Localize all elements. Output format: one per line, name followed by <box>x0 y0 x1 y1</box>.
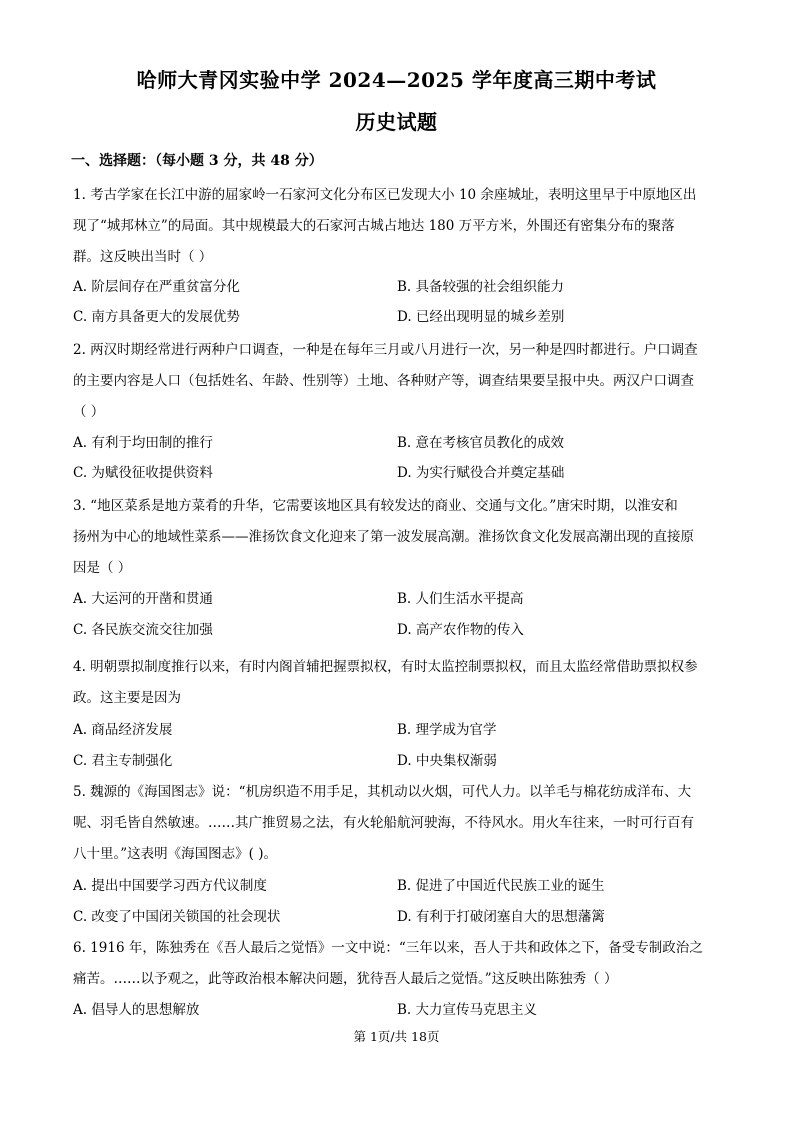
question-4-line-2: 政。这主要是因为 <box>73 690 181 706</box>
question-1-option-c: C. 南方具备更大的发展优势 <box>73 309 240 325</box>
question-2-option-a: A. 有利于均田制的推行 <box>73 435 213 451</box>
question-6-line-1: 6. 1916 年，陈独秀在《吾人最后之觉悟》一文中说：“三年以来，吾人于共和政体之下，备受专制政治之 <box>73 940 703 956</box>
section-heading: 一、选择题：（每小题 3 分，共 48 分） <box>71 153 323 169</box>
question-3-option-d: D. 高产农作物的传入 <box>397 622 524 638</box>
exam-title: 哈师大青冈实验中学 2024—2025 学年度高三期中考试 <box>136 68 657 92</box>
question-5-line-3: 八十里。”这表明《海国图志》( )。 <box>73 846 277 862</box>
question-5-option-b: B. 促进了中国近代民族工业的诞生 <box>397 878 605 894</box>
question-3-option-b: B. 人们生活水平提高 <box>397 591 524 607</box>
question-3-line-1: 3. “地区菜系是地方菜肴的升华，它需要该地区具有较发达的商业、交通与文化。”唐宋时期，以淮安和 <box>73 498 678 514</box>
question-3-option-a: A. 大运河的开凿和贯通 <box>73 591 213 607</box>
question-4-option-b: B. 理学成为官学 <box>397 722 497 738</box>
question-4-option-d: D. 中央集权渐弱 <box>397 753 497 769</box>
question-1-line-3: 群。这反映出当时（ ） <box>73 249 213 265</box>
question-2-line-3: （ ） <box>73 404 105 420</box>
question-1-option-d: D. 已经出现明显的城乡差别 <box>397 309 565 325</box>
question-6-line-2: 痛苦。……以予观之，此等政治根本解决问题，犹待吾人最后之觉悟。”这反映出陈独秀（ ） <box>73 971 618 987</box>
question-6-option-a: A. 倡导人的思想解放 <box>73 1002 200 1018</box>
question-2-line-1: 2. 两汉时期经常进行两种户口调查，一种是在每年三月或八月进行一次，另一种是四时都进行。户口调查 <box>73 342 698 358</box>
question-5-option-c: C. 改变了中国闭关锁国的社会现状 <box>73 909 281 925</box>
question-6-option-b: B. 大力宣传马克思主义 <box>397 1002 538 1018</box>
question-5-option-d: D. 有利于打破闭塞自大的思想藩篱 <box>397 909 605 925</box>
question-4-option-a: A. 商品经济发展 <box>73 722 173 738</box>
question-3-option-c: C. 各民族交流交往加强 <box>73 622 213 638</box>
exam-subtitle: 历史试题 <box>355 110 438 134</box>
question-2-option-d: D. 为实行赋役合并奠定基础 <box>397 465 565 481</box>
question-5-line-2: 呢、羽毛皆自然敏速。……其广推贸易之法，有火轮船航河驶海，不待风水。用火车往来，一时可行百有 <box>73 815 694 831</box>
question-4-line-1: 4. 明朝票拟制度推行以来，有时内阁首辅把握票拟权，有时太监控制票拟权，而且太监经常借助票拟权参 <box>73 659 698 675</box>
question-3-line-2: 扬州为中心的地域性菜系——淮扬饮食文化迎来了第一波发展高潮。淮扬饮食文化发展高潮出现的直接原 <box>73 529 694 545</box>
question-2-option-b: B. 意在考核官员教化的成效 <box>397 435 565 451</box>
question-2-option-c: C. 为赋役征收提供资料 <box>73 465 213 481</box>
question-1-line-1: 1. 考古学家在长江中游的屈家岭一石家河文化分布区已发现大小 10 余座城址，表明这里早于中原地区出 <box>73 187 697 203</box>
question-1-option-a: A. 阶层间存在严重贫富分化 <box>73 279 240 295</box>
page-number: 第 1页/共 18页 <box>353 1029 440 1044</box>
question-5-line-1: 5. 魏源的《海国图志》说：“机房织造不用手足，其机动以火烟，可代人力。以羊毛与棉花纺成洋布、大 <box>73 784 692 800</box>
question-1-line-2: 现了“城邦林立”的局面。其中规模最大的石家河古城占地达 180 万平方米，外围还有密集分布的聚落 <box>73 218 675 234</box>
question-2-line-2: 的主要内容是人口（包括姓名、年龄、性别等）土地、各种财产等，调查结果要呈报中央。两汉户口调查 <box>73 373 694 389</box>
question-1-option-b: B. 具备较强的社会组织能力 <box>397 279 565 295</box>
question-3-line-3: 因是（ ） <box>73 560 132 576</box>
question-4-option-c: C. 君主专制强化 <box>73 753 173 769</box>
question-5-option-a: A. 提出中国要学习西方代议制度 <box>73 878 267 894</box>
